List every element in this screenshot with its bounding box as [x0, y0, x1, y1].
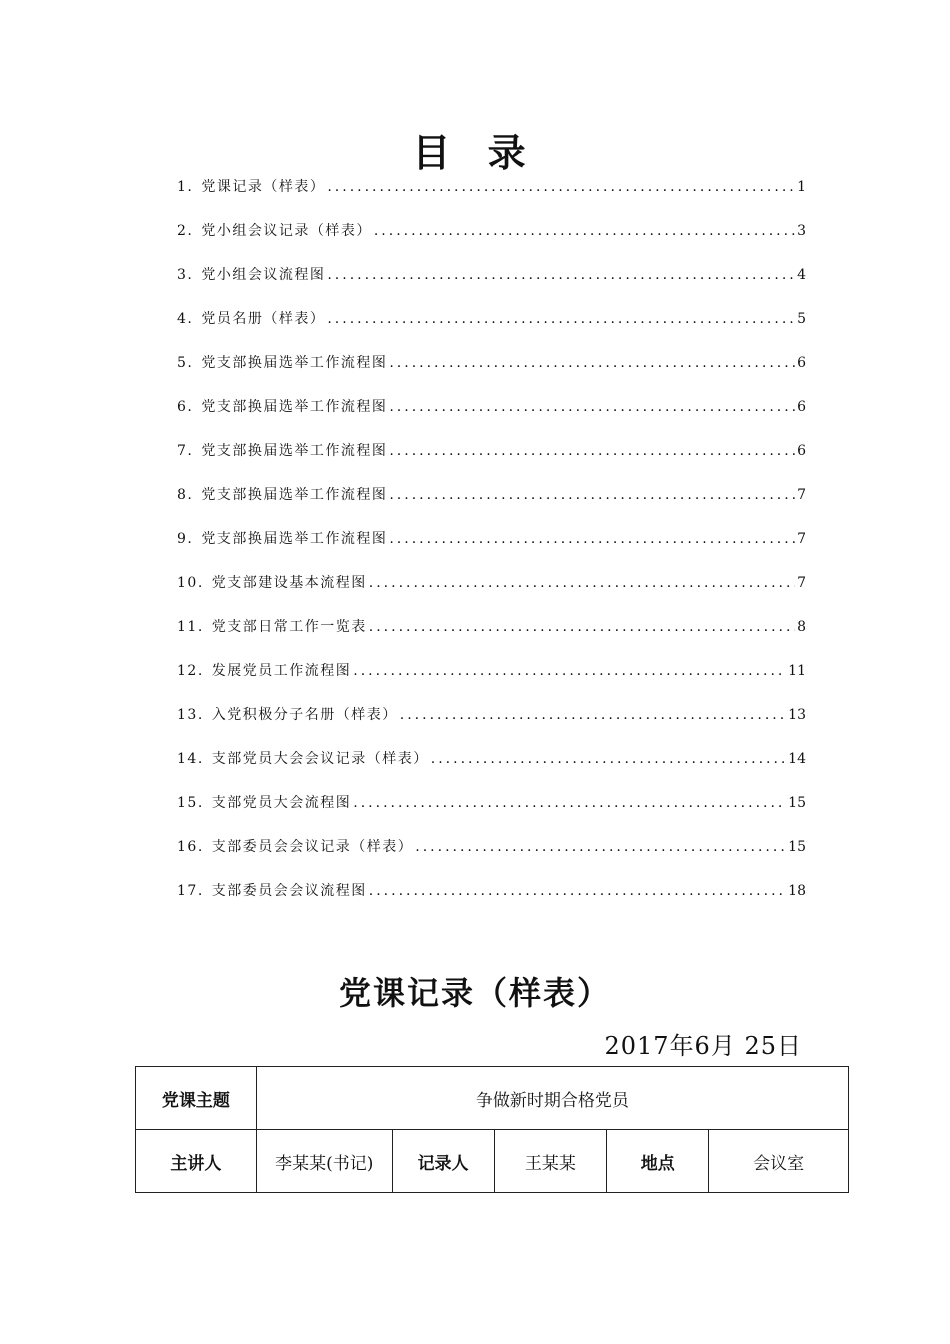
toc-entry-page: 7: [797, 575, 806, 591]
toc-entry-page: 3: [797, 223, 806, 239]
toc-entry-title: 入党积极分子名册（样表）: [211, 707, 398, 723]
toc-entry[interactable]: [177, 704, 806, 748]
table-of-contents: [177, 176, 806, 924]
toc-leader-dots: [369, 575, 795, 591]
toc-entry-page: 15: [788, 795, 806, 811]
toc-entry-number: 5.: [177, 355, 194, 371]
toc-entry[interactable]: [177, 616, 806, 660]
toc-entry[interactable]: [177, 528, 806, 572]
toc-entry-title: 支部委员会会议流程图: [211, 883, 367, 899]
toc-entry-title: 党支部建设基本流程图: [211, 575, 367, 591]
toc-entry-title: 党支部换届选举工作流程图: [201, 399, 388, 415]
toc-entry-number: 6.: [177, 399, 194, 415]
table-row: [136, 1130, 849, 1193]
location-label: 地点: [607, 1130, 709, 1193]
location-value: 会议室: [709, 1130, 849, 1193]
toc-entry-page: 11: [788, 663, 806, 679]
toc-entry-number: 3.: [177, 267, 194, 283]
toc-entry-title: 支部委员会会议记录（样表）: [211, 839, 414, 855]
topic-value: 争做新时期合格党员: [256, 1067, 848, 1130]
toc-leader-dots: [353, 795, 786, 811]
record-title: 党课记录（样表）: [338, 974, 611, 1012]
toc-entry-page: 6: [797, 443, 806, 459]
toc-entry[interactable]: [177, 308, 806, 352]
toc-entry-number: 9.: [177, 531, 194, 547]
recorder-label: 记录人: [392, 1130, 494, 1193]
toc-leader-dots: [374, 223, 795, 239]
toc-entry-page: 6: [797, 399, 806, 415]
toc-entry[interactable]: [177, 352, 806, 396]
toc-entry-title: 党支部换届选举工作流程图: [201, 443, 388, 459]
toc-leader-dots: [327, 179, 795, 195]
toc-leader-dots: [389, 399, 795, 415]
toc-entry[interactable]: [177, 792, 806, 836]
toc-leader-dots: [389, 355, 795, 371]
toc-entry-page: 1: [797, 179, 806, 195]
toc-entry[interactable]: [177, 748, 806, 792]
toc-entry-page: 8: [797, 619, 806, 635]
toc-leader-dots: [369, 883, 786, 899]
toc-entry-number: 17.: [177, 883, 204, 899]
toc-entry[interactable]: [177, 572, 806, 616]
toc-entry-number: 8.: [177, 487, 194, 503]
toc-leader-dots: [389, 487, 795, 503]
toc-entry-title: 党支部换届选举工作流程图: [201, 487, 388, 503]
toc-entry-page: 15: [788, 839, 806, 855]
toc-entry-title: 党支部换届选举工作流程图: [201, 355, 388, 371]
toc-entry-number: 1.: [177, 179, 194, 195]
toc-entry-number: 15.: [177, 795, 204, 811]
toc-entry-page: 4: [797, 267, 806, 283]
toc-entry[interactable]: [177, 264, 806, 308]
toc-entry-title: 党支部日常工作一览表: [211, 619, 367, 635]
toc-leader-dots: [400, 707, 786, 723]
toc-entry-title: 党课记录（样表）: [201, 179, 326, 195]
toc-entry-page: 7: [797, 487, 806, 503]
toc-entry-title: 发展党员工作流程图: [211, 663, 352, 679]
topic-label: 党课主题: [136, 1067, 257, 1130]
toc-leader-dots: [327, 267, 795, 283]
toc-entry-page: 7: [797, 531, 806, 547]
toc-entry-number: 2.: [177, 223, 194, 239]
toc-entry[interactable]: [177, 660, 806, 704]
toc-entry-number: 12.: [177, 663, 204, 679]
toc-entry-page: 5: [797, 311, 806, 327]
toc-entry[interactable]: [177, 880, 806, 924]
speaker-value: 李某某(书记): [256, 1130, 392, 1193]
toc-entry-title: 党小组会议记录（样表）: [201, 223, 372, 239]
toc-entry[interactable]: [177, 176, 806, 220]
toc-entry[interactable]: [177, 440, 806, 484]
toc-entry-number: 14.: [177, 751, 204, 767]
toc-entry-title: 支部党员大会流程图: [211, 795, 352, 811]
toc-leader-dots: [431, 751, 786, 767]
toc-entry-number: 4.: [177, 311, 194, 327]
toc-title: 目 录: [412, 130, 538, 175]
toc-entry[interactable]: [177, 836, 806, 880]
toc-entry[interactable]: [177, 396, 806, 440]
toc-leader-dots: [389, 443, 795, 459]
toc-entry-title: 党支部换届选举工作流程图: [201, 531, 388, 547]
toc-entry-page: 6: [797, 355, 806, 371]
recorder-value: 王某某: [494, 1130, 607, 1193]
toc-entry[interactable]: [177, 220, 806, 264]
toc-entry-number: 11.: [177, 619, 204, 635]
toc-entry-number: 13.: [177, 707, 204, 723]
toc-entry-number: 7.: [177, 443, 194, 459]
toc-entry-page: 13: [788, 707, 806, 723]
toc-leader-dots: [389, 531, 795, 547]
lecture-record-table: [135, 1066, 849, 1193]
toc-entry-number: 10.: [177, 575, 204, 591]
toc-entry-title: 党小组会议流程图: [201, 267, 326, 283]
toc-leader-dots: [415, 839, 786, 855]
toc-entry-page: 18: [788, 883, 806, 899]
toc-leader-dots: [353, 663, 786, 679]
record-date: 2017年6月 25日: [604, 1032, 802, 1060]
table-row: [136, 1067, 849, 1130]
speaker-label: 主讲人: [136, 1130, 257, 1193]
toc-entry-title: 支部党员大会会议记录（样表）: [211, 751, 429, 767]
toc-leader-dots: [327, 311, 795, 327]
toc-entry-number: 16.: [177, 839, 204, 855]
toc-leader-dots: [369, 619, 795, 635]
toc-entry[interactable]: [177, 484, 806, 528]
toc-entry-title: 党员名册（样表）: [201, 311, 326, 327]
toc-entry-page: 14: [788, 751, 806, 767]
